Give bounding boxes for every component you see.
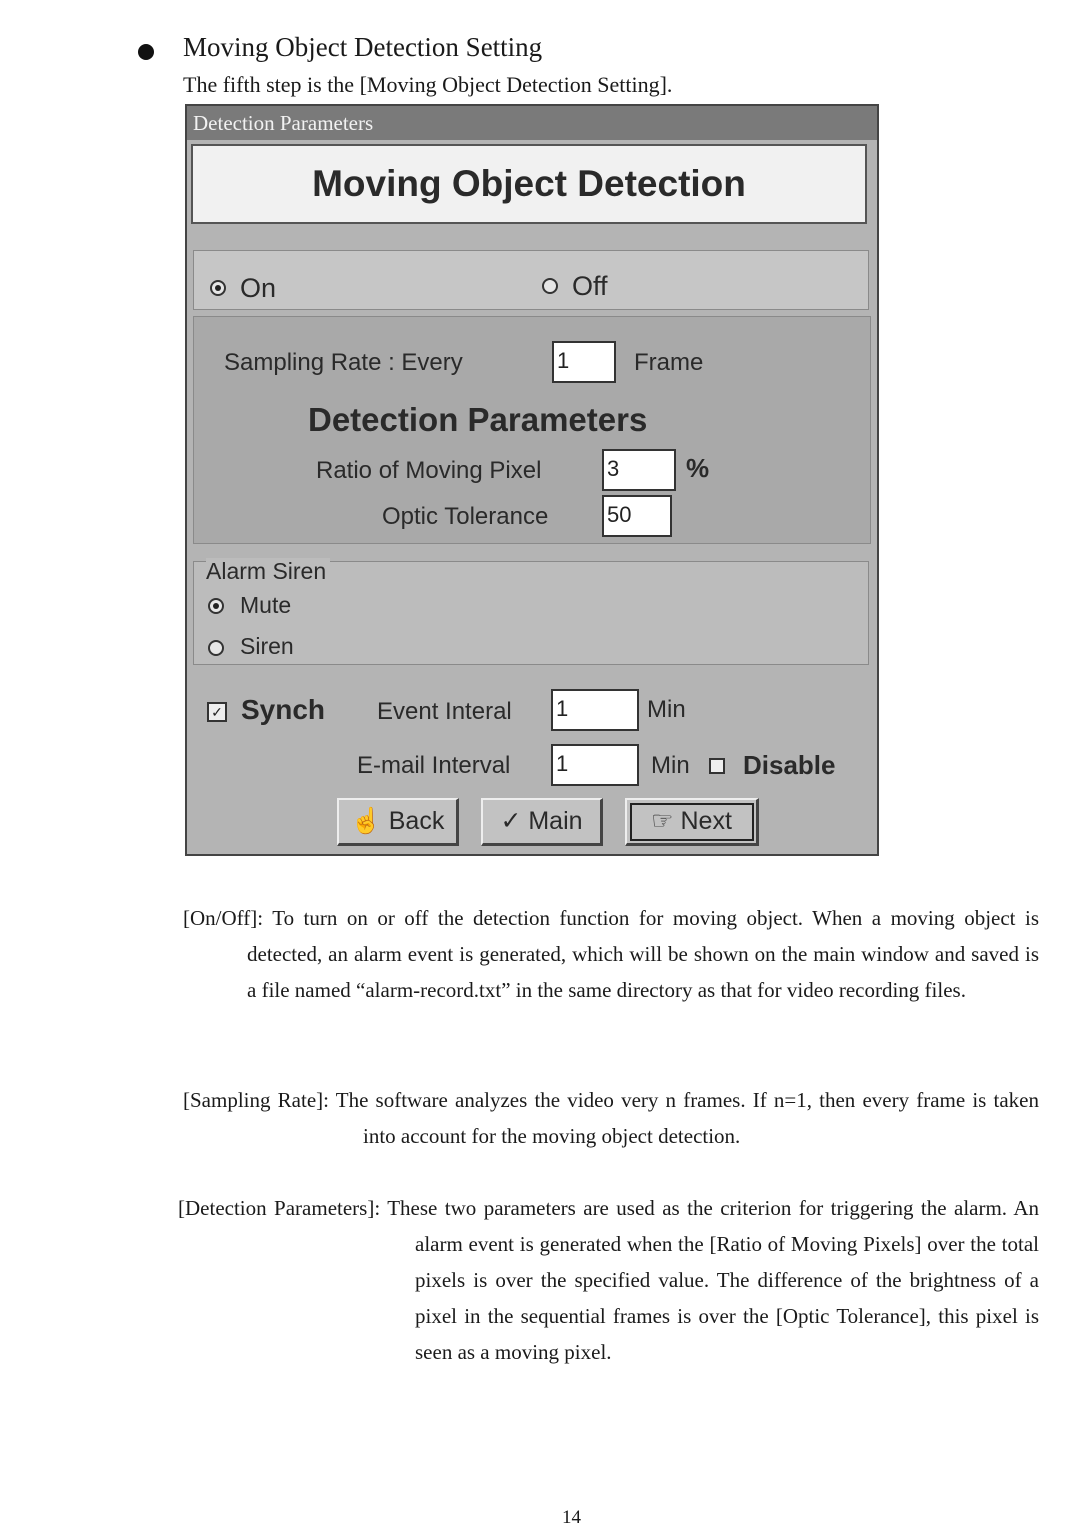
alarm-group-label: Alarm Siren <box>206 558 330 585</box>
desc-detection-parameters <box>178 1190 1039 1370</box>
hand-back-icon: ☝ <box>350 807 382 835</box>
optic-input[interactable]: 50 <box>602 495 672 537</box>
email-interval-input[interactable]: 1 <box>551 744 639 786</box>
synch-label: Synch <box>241 694 326 725</box>
page-number: 14 <box>562 1507 581 1528</box>
next-label: Next <box>680 807 732 835</box>
desc-on-off <box>183 900 1039 1008</box>
power-group <box>193 250 869 310</box>
siren-radio[interactable] <box>208 640 224 656</box>
main-label: Main <box>528 807 583 835</box>
optic-label: Optic Tolerance <box>382 503 549 530</box>
disable-label: Disable <box>743 750 836 780</box>
off-radio[interactable] <box>542 278 558 294</box>
main-button[interactable] <box>481 798 603 846</box>
hand-next-icon: ☞ <box>651 807 674 835</box>
desc-term: [On/Off]: <box>183 906 264 930</box>
on-radio[interactable] <box>210 280 226 296</box>
dialog-banner: Moving Object Detection <box>191 144 867 224</box>
desc-term: [Sampling Rate]: <box>183 1088 329 1112</box>
sampling-rate-input[interactable]: 1 <box>552 341 616 383</box>
back-button[interactable] <box>337 798 459 846</box>
off-label: Off <box>572 271 608 301</box>
sampling-label: Sampling Rate : Every <box>224 349 463 376</box>
on-label: On <box>240 273 277 303</box>
sampling-and-parameters-group <box>193 316 871 544</box>
percent-sign: % <box>686 453 710 483</box>
window-title: Detection Parameters <box>187 106 877 140</box>
section-heading: Moving Object Detection Setting <box>183 32 543 62</box>
siren-label: Siren <box>240 633 294 659</box>
ratio-label: Ratio of Moving Pixel <box>316 457 542 484</box>
next-button[interactable] <box>625 798 759 846</box>
event-interval-input[interactable]: 1 <box>551 689 639 731</box>
desc-text: The software analyzes the video very n frames. If n=1, then every frame is taken into account for the moving object detection. <box>335 1088 1039 1148</box>
desc-text: These two parameters are used as the criterion for triggering the alarm. An alarm event is generated when the [Ratio of Moving Pixels] over the total pixels is over the specified value. The difference of the brightness of a pixel in the sequential frames is over the [Optic Tolerance], this pixel is seen as a moving pixel. <box>387 1196 1039 1364</box>
mute-label: Mute <box>240 592 292 618</box>
params-heading: Detection Parameters <box>308 401 648 438</box>
email-min-label: Min <box>651 752 690 779</box>
ratio-input[interactable]: 3 <box>602 449 676 491</box>
event-min-label: Min <box>647 696 686 723</box>
synch-checkbox[interactable]: ✓ <box>207 702 227 722</box>
detection-parameters-dialog <box>185 104 879 856</box>
disable-checkbox[interactable] <box>709 758 725 774</box>
email-interval-label: E-mail Interval <box>357 752 511 779</box>
desc-sampling-rate <box>183 1082 1039 1154</box>
checkmark-icon: ✓ <box>500 807 522 835</box>
alarm-siren-group <box>193 558 869 665</box>
desc-text: To turn on or off the detection function for moving object. When a moving object is detected, an alarm event is generated, which will be shown on the main window and saved is a file named “alarm-record.txt” in the same directory as that for video recording files. <box>247 906 1040 1002</box>
bullet-icon <box>138 44 154 60</box>
desc-term: [Detection Parameters]: <box>178 1196 381 1220</box>
intro-text: The fifth step is the [Moving Object Detection Setting]. <box>183 72 673 97</box>
event-interval-label: Event Interal <box>377 698 512 725</box>
frame-label: Frame <box>634 349 704 376</box>
back-label: Back <box>388 807 445 835</box>
mute-radio[interactable] <box>208 598 224 614</box>
